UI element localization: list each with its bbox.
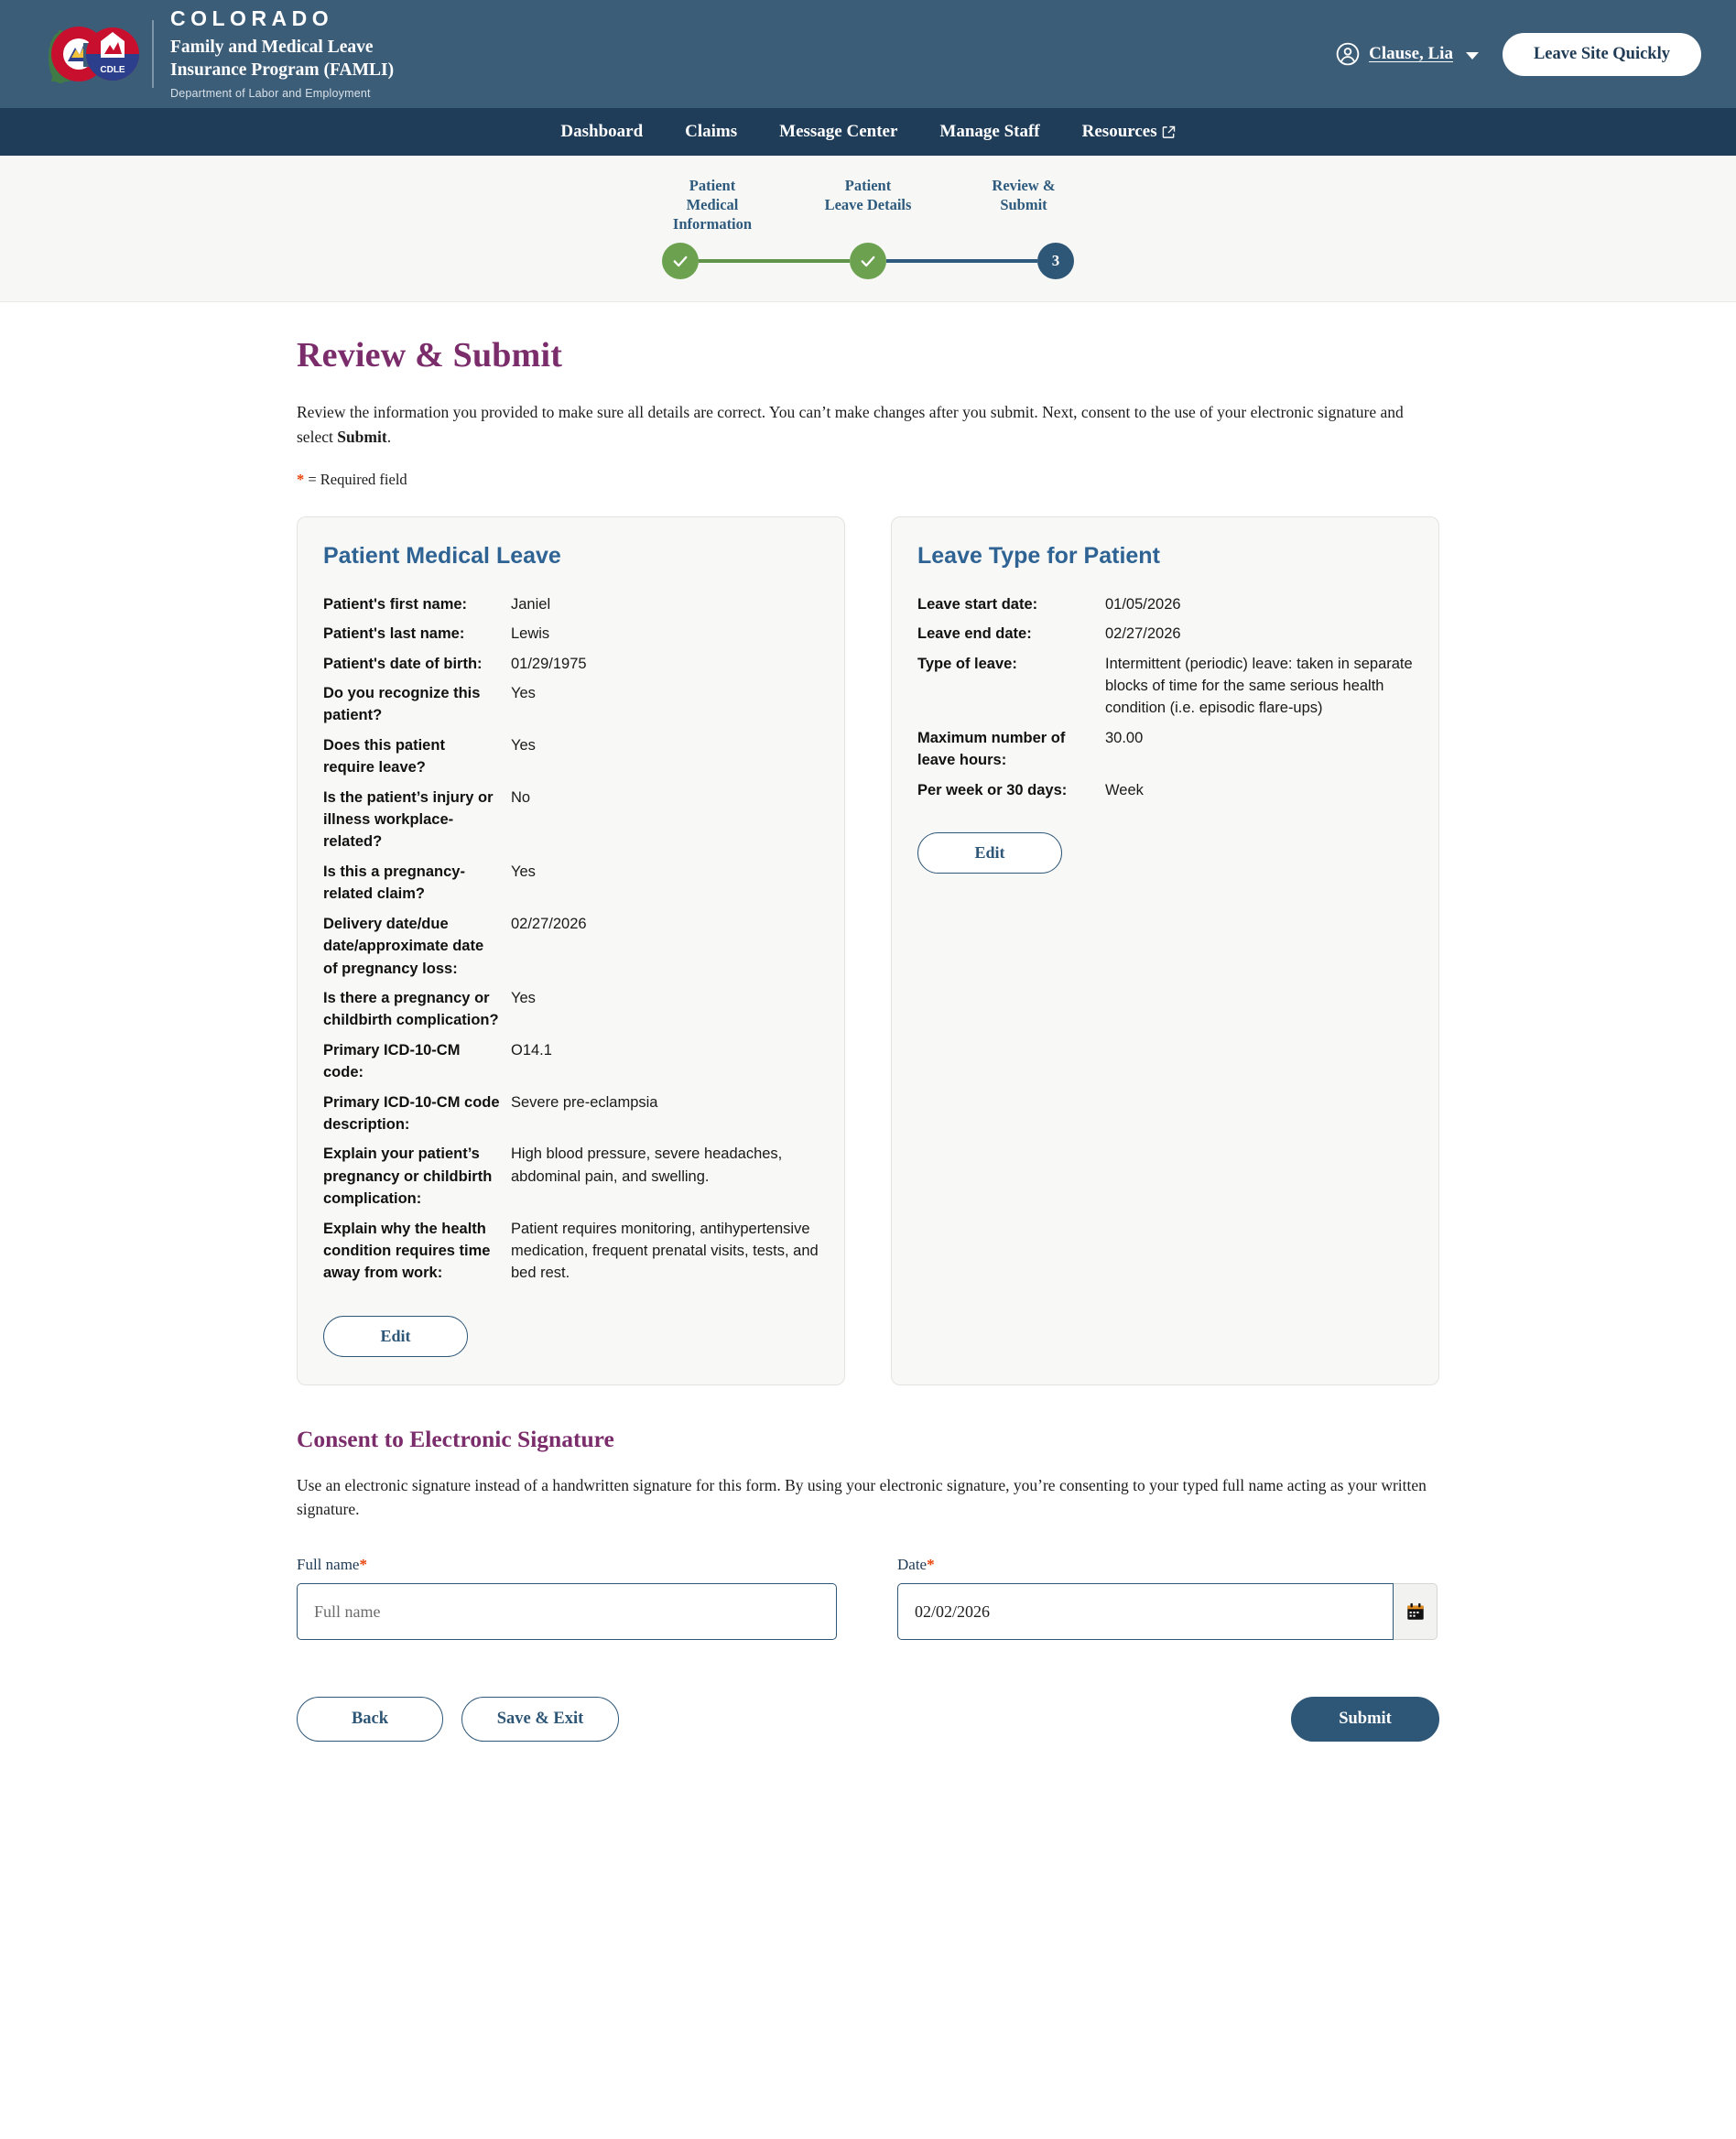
back-button[interactable]: Back	[297, 1697, 443, 1742]
row-value: Week	[1105, 781, 1144, 798]
signature-fields	[297, 1556, 1439, 1640]
intro-part-2: .	[386, 427, 392, 446]
brand-program-line1: Family and Medical Leave	[170, 37, 374, 57]
step-node-3-number: 3	[1051, 252, 1060, 270]
required-field-note	[297, 471, 1439, 489]
summary-row	[323, 987, 819, 1032]
user-account-menu[interactable]	[1336, 42, 1479, 66]
summary-row	[323, 1091, 819, 1136]
full-name-input-shell	[297, 1583, 837, 1640]
svg-text:CDLE: CDLE	[100, 64, 125, 75]
row-label: Leave start date:	[917, 595, 1038, 613]
summary-row	[323, 682, 819, 727]
check-icon	[671, 252, 689, 270]
summary-row	[323, 734, 819, 779]
summary-row	[917, 727, 1413, 772]
colorado-cdle-logo	[31, 17, 139, 91]
row-value: 01/29/1975	[511, 655, 587, 672]
step2-line1: Patient	[844, 177, 892, 194]
submit-button[interactable]: Submit	[1291, 1697, 1439, 1742]
nav-item-claims[interactable]	[664, 122, 758, 142]
consent-section-title: Consent to Electronic Signature	[297, 1425, 614, 1452]
stepper-connector-1	[699, 259, 850, 263]
user-name-label: Clause, Lia	[1369, 44, 1453, 63]
full-name-required-asterisk: *	[359, 1556, 367, 1574]
row-label: Is there a pregnancy or childbirth complication?	[323, 989, 499, 1029]
date-input[interactable]	[897, 1583, 1394, 1640]
date-label	[897, 1556, 1438, 1574]
row-value: Lewis	[511, 625, 550, 643]
row-label: Do you recognize this patient?	[323, 685, 481, 724]
calendar-picker-button[interactable]	[1394, 1583, 1438, 1640]
row-label: Patient's first name:	[323, 595, 468, 613]
summary-row	[917, 653, 1413, 720]
row-value: Yes	[511, 989, 536, 1006]
card-title-leave-type-for-patient: Leave Type for Patient	[917, 542, 1160, 569]
header-actions	[1336, 33, 1701, 76]
step1-line1: Patient	[689, 177, 736, 194]
check-icon	[859, 252, 877, 270]
card-patient-medical-leave	[297, 516, 845, 1385]
page-title: Review & Submit	[297, 336, 563, 375]
nav-item-dashboard[interactable]	[539, 122, 664, 142]
nav-item-message-center[interactable]	[758, 122, 918, 142]
calendar-icon	[1405, 1602, 1426, 1622]
row-label: Does this patient require leave?	[323, 736, 445, 776]
leave-site-quickly-button[interactable]: Leave Site Quickly	[1503, 33, 1701, 76]
nav-item-resources[interactable]	[1061, 122, 1197, 142]
progress-stepper-section	[0, 156, 1736, 302]
brand-divider	[152, 20, 154, 88]
chevron-down-icon	[1466, 52, 1479, 60]
row-label: Delivery date/due date/approximate date of pregnancy loss:	[323, 915, 484, 977]
row-value: O14.1	[511, 1041, 552, 1059]
patient-medical-leave-rows	[323, 593, 819, 1292]
leave-type-rows	[917, 593, 1413, 809]
nav-label-message-center: Message Center	[779, 122, 898, 141]
card-leave-type-for-patient	[891, 516, 1439, 1385]
stepper-connector-2	[886, 259, 1037, 263]
row-label: Per week or 30 days:	[917, 781, 1068, 798]
summary-row	[323, 913, 819, 980]
required-asterisk: *	[297, 470, 305, 488]
nav-item-manage-staff[interactable]	[918, 122, 1060, 142]
consent-section-text: Use an electronic signature instead of a handwritten signature for this form. By using your electronic signature, you’re consenting to your typed full name acting as your written signature.	[297, 1475, 1427, 1519]
summary-row	[323, 653, 819, 675]
intro-part-1: Review the information you provided to make sure all details are correct. You can’t make changes after you submit. Next, consent to the use of your electronic signature and select	[297, 403, 1404, 446]
summary-row	[917, 623, 1413, 645]
step-node-3-current[interactable]	[1037, 243, 1074, 279]
row-label: Patient's date of birth:	[323, 655, 483, 672]
page-intro-text	[297, 400, 1437, 449]
nav-label-manage-staff: Manage Staff	[939, 122, 1040, 141]
step-node-2-complete[interactable]	[850, 243, 886, 279]
full-name-label-text: Full name	[297, 1556, 360, 1574]
row-label: Explain your patient’s pregnancy or childbirth complication:	[323, 1146, 493, 1208]
stepper-labels	[662, 176, 1074, 233]
summary-row	[323, 623, 819, 645]
nav-label-dashboard: Dashboard	[560, 122, 644, 141]
date-input-shell	[897, 1583, 1438, 1640]
step-label-review-submit	[973, 176, 1074, 214]
colorado-logo-icon	[31, 17, 139, 91]
summary-row	[323, 1143, 819, 1210]
brand-department-text: Department of Labor and Employment	[170, 87, 371, 101]
date-field-group	[897, 1556, 1438, 1640]
row-value: 02/27/2026	[1105, 625, 1181, 643]
date-label-text: Date	[897, 1556, 928, 1574]
summary-row	[323, 861, 819, 906]
progress-stepper	[662, 176, 1074, 279]
full-name-field-group	[297, 1556, 837, 1640]
row-value: No	[511, 788, 531, 806]
row-value: High blood pressure, severe headaches, abdominal pain, and swelling.	[511, 1146, 783, 1185]
row-label: Patient's last name:	[323, 625, 465, 643]
save-and-exit-button[interactable]: Save & Exit	[461, 1697, 619, 1742]
step1-line3: Information	[672, 215, 753, 233]
form-action-buttons	[297, 1697, 1439, 1742]
step2-line2: Leave Details	[824, 196, 912, 214]
date-required-asterisk: *	[927, 1556, 935, 1574]
nav-label-resources: Resources	[1081, 122, 1157, 141]
row-label: Explain why the health condition requires time away from work:	[323, 1220, 491, 1282]
brand-logo-group	[31, 7, 394, 100]
row-label: Leave end date:	[917, 625, 1032, 643]
summary-row	[917, 779, 1413, 801]
nav-label-claims: Claims	[685, 122, 738, 141]
row-value: 30.00	[1105, 729, 1144, 746]
row-label: Primary ICD-10-CM code description:	[323, 1093, 500, 1133]
step-node-1-complete[interactable]	[662, 243, 699, 279]
row-value: Yes	[511, 685, 536, 702]
summary-row	[323, 1039, 819, 1084]
row-value: Janiel	[511, 595, 551, 613]
row-label: Type of leave:	[917, 655, 1017, 672]
row-value: Patient requires monitoring, antihypertensive medication, frequent prenatal visits, tests, and bed rest.	[511, 1220, 819, 1282]
row-value: Severe pre-eclampsia	[511, 1093, 658, 1111]
row-value: 01/05/2026	[1105, 595, 1181, 613]
edit-leave-type-button[interactable]: Edit	[917, 832, 1062, 874]
brand-text-block	[170, 7, 394, 100]
row-label: Is this a pregnancy-related claim?	[323, 863, 465, 903]
row-value: Yes	[511, 863, 536, 880]
step1-line2: Medical	[686, 196, 739, 214]
edit-patient-medical-leave-button[interactable]: Edit	[323, 1316, 468, 1357]
required-note-text: = Required field	[304, 470, 407, 488]
row-value: Intermittent (periodic) leave: taken in separate blocks of time for the same serious health condition (i.e. episodic flare-ups)	[1105, 655, 1413, 717]
full-name-label	[297, 1556, 837, 1574]
row-label: Is the patient’s injury or illness workplace-related?	[323, 788, 494, 851]
brand-program-line2: Insurance Program (FAMLI)	[170, 60, 395, 80]
row-label: Maximum number of leave hours:	[917, 729, 1066, 769]
stepper-track	[662, 243, 1074, 279]
brand-header	[0, 0, 1736, 108]
main-content	[297, 302, 1439, 1742]
summary-row	[917, 593, 1413, 615]
step-label-patient-leave-details	[818, 176, 918, 214]
primary-navigation	[0, 108, 1736, 156]
step3-line2: Submit	[1000, 196, 1047, 214]
step3-line1: Review &	[992, 177, 1056, 194]
user-account-icon	[1336, 42, 1360, 66]
summary-row	[323, 787, 819, 853]
summary-row	[323, 1218, 819, 1285]
intro-bold-submit: Submit	[337, 427, 387, 446]
brand-colorado-text: COLORADO	[170, 6, 334, 31]
row-value: 02/27/2026	[511, 915, 587, 932]
step-label-patient-medical-information	[662, 176, 763, 233]
row-value: Yes	[511, 736, 536, 754]
full-name-input[interactable]	[297, 1583, 837, 1640]
external-link-icon	[1162, 125, 1176, 139]
summary-row	[323, 593, 819, 615]
row-label: Primary ICD-10-CM code:	[323, 1041, 461, 1081]
card-title-patient-medical-leave: Patient Medical Leave	[323, 542, 561, 569]
summary-cards	[297, 516, 1439, 1385]
